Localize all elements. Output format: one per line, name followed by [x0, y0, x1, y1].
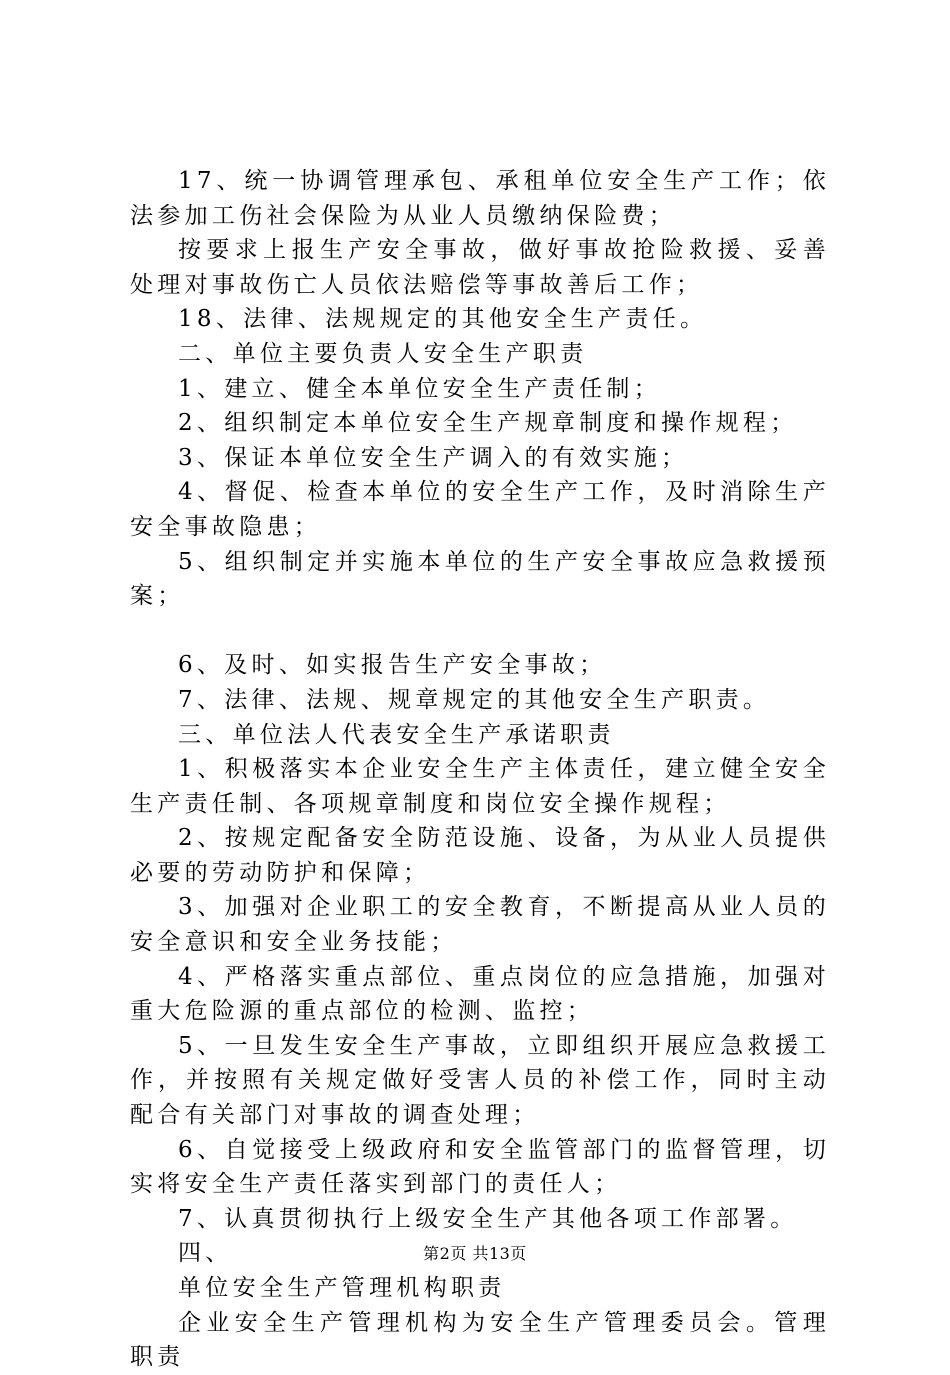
paragraph-sec3-item-6: 6、自觉接受上级政府和安全监管部门的监督管理，切实将安全生产责任落实到部门的责任人；: [130, 1136, 830, 1198]
paragraph-sec2-item-3: 3、保证本单位安全生产调入的有效实施；: [178, 444, 689, 471]
paragraph-sec3-item-7: 7、认真贯彻执行上级安全生产其他各项工作部署。: [178, 1205, 798, 1232]
page-number-footer: 第2页 共13页: [423, 1244, 527, 1263]
section-heading-3: 三、单位法人代表安全生产承诺职责: [178, 721, 615, 748]
paragraph-sec2-item-7: 7、法律、法规、规章规定的其他安全生产职责。: [178, 686, 771, 713]
paragraph-item-17: 17、统一协调管理承包、承租单位安全生产工作；依法参加工伤社会保险为从业人员缴纳保险费；: [130, 168, 830, 229]
paragraph-sec3-item-1: 1、积极落实本企业安全生产主体责任，建立健全安全生产责任制、各项规章制度和岗位安全操作规程；: [130, 756, 830, 817]
paragraph-item-18: 18、法律、法规规定的其他安全生产责任。: [178, 306, 708, 333]
paragraph-sec3-item-4: 4、严格落实重点部位、重点岗位的应急措施，加强对重大危险源的重点部位的检测、监控；: [130, 963, 830, 1025]
paragraph-sec3-item-5: 5、一旦发生安全生产事故，立即组织开展应急救援工作，并按照有关规定做好受害人员的补偿工作，同时主动配合有关部门对事故的调查处理；: [130, 1032, 830, 1129]
section-heading-4-title: 单位安全生产管理机构职责: [178, 1275, 506, 1301]
document-body: [130, 164, 830, 1375]
paragraph-sec4-intro: 企业安全生产管理机构为安全生产管理委员会。管理职责: [130, 1309, 830, 1371]
section-heading-4-number: 四、: [178, 1240, 233, 1267]
paragraph-sec2-item-1: 1、建立、健全本单位安全生产责任制；: [178, 375, 662, 402]
paragraph-sec3-item-2: 2、按规定配备安全防范设施、设备，为从业人员提供必要的劳动防护和保障；: [130, 825, 830, 886]
paragraph-sec2-item-6: 6、及时、如实报告生产安全事故；: [178, 652, 607, 679]
paragraph-sec2-item-5: 5、组织制定并实施本单位的生产安全事故应急救援预案；: [130, 548, 830, 610]
paragraph-sec2-item-2: 2、组织制定本单位安全生产规章制度和操作规程；: [178, 410, 798, 437]
paragraph-sec3-item-3: 3、加强对企业职工的安全教育，不断提高从业人员的安全意识和安全业务技能；: [130, 894, 830, 956]
paragraph-sec2-item-4: 4、督促、检查本单位的安全生产工作，及时消除生产安全事故隐患；: [130, 479, 830, 540]
paragraph-report-accident: 按要求上报生产安全事故，做好事故抢险救援、妥善处理对事故伤亡人员依法赔偿等事故善后工作；: [130, 237, 830, 298]
blank-line: [130, 614, 830, 649]
section-heading-2: 二、单位主要负责人安全生产职责: [178, 340, 588, 367]
